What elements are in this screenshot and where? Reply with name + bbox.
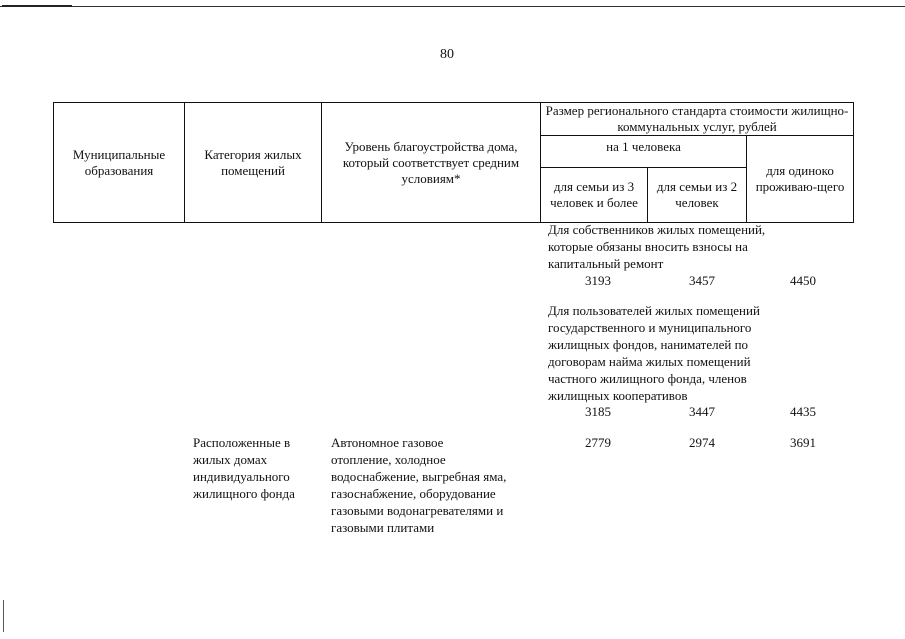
category-line: жилых домах <box>193 452 268 467</box>
value-family3: 2779 <box>585 435 611 450</box>
value-family2: 3457 <box>689 273 715 288</box>
caption-line: Для собственников жилых помещений, <box>548 222 766 237</box>
header-standard: Размер регионального стандарта стоимости жилищно-коммунальных услуг, рублей <box>541 103 854 136</box>
header-municipal: Муниципальные образования <box>54 103 185 223</box>
table-header <box>53 102 854 223</box>
value-single: 4450 <box>790 273 816 288</box>
page-number: 80 <box>440 47 454 62</box>
category-line: Расположенные в <box>193 435 291 450</box>
value-family2: 2974 <box>689 435 715 450</box>
caption-line: жилищных кооперативов <box>548 388 688 403</box>
value-single: 3691 <box>790 435 816 450</box>
caption-line: жилищных фондов, нанимателей по <box>548 337 749 352</box>
value-single: 4435 <box>790 404 816 419</box>
value-family2: 3447 <box>689 404 715 419</box>
caption-line: Для пользователей жилых помещений <box>548 303 760 318</box>
scan-top-line <box>0 6 905 7</box>
level-line: газовыми плитами <box>331 520 435 535</box>
caption-line: государственного и муниципального <box>548 320 752 335</box>
header-family2: для семьи из 2 человек <box>648 168 747 223</box>
scan-left-mark <box>3 600 4 632</box>
caption-line: договорам найма жилых помещений <box>548 354 751 369</box>
header-category: Категория жилых помещений <box>185 103 322 223</box>
level-line: отопление, холодное <box>331 452 446 467</box>
value-family3: 3193 <box>585 273 611 288</box>
header-per-person: на 1 человека <box>541 136 747 168</box>
level-line: газовыми водонагревателями и <box>331 503 504 518</box>
level-line: Автономное газовое <box>331 435 444 450</box>
header-level: Уровень благоустройства дома, который соответствует средним условиям* <box>322 103 541 223</box>
category-line: жилищного фонда <box>193 486 295 501</box>
caption-line: частного жилищного фонда, членов <box>548 371 747 386</box>
caption-line: которые обязаны вносить взносы на <box>548 239 748 254</box>
caption-line: капитальный ремонт <box>548 256 664 271</box>
header-family3: для семьи из 3 человек и более <box>541 168 648 223</box>
level-line: водоснабжение, выгребная яма, <box>331 469 507 484</box>
value-family3: 3185 <box>585 404 611 419</box>
scan-top-mark <box>2 5 72 7</box>
category-line: индивидуального <box>193 469 290 484</box>
level-line: газоснабжение, оборудование <box>331 486 496 501</box>
header-single: для одиноко проживаю-щего <box>747 136 854 223</box>
